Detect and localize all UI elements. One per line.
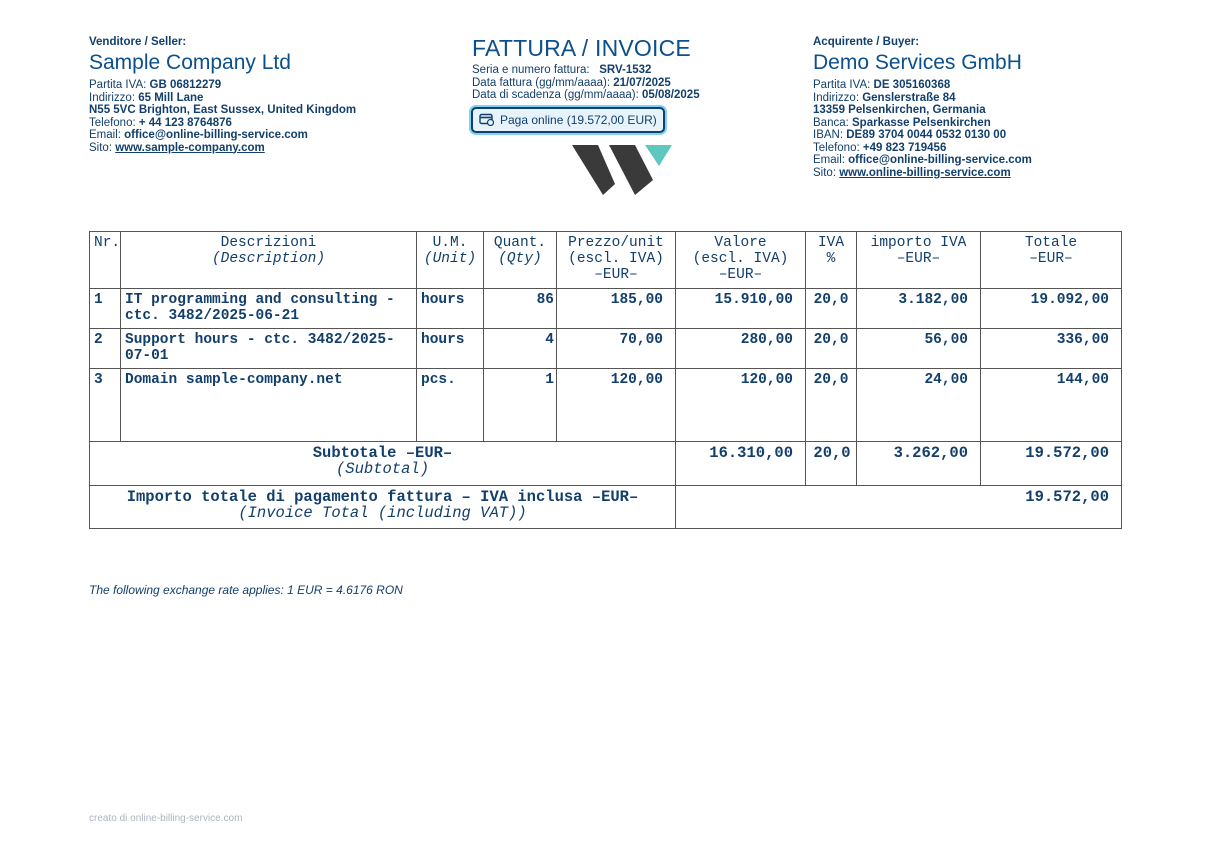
cell-unit: hours [417,289,484,329]
col-vat-amount [857,232,981,289]
col-unit-label: U.M. [432,235,468,251]
cell-value: 280,00 [676,329,806,369]
buyer-phone [813,142,1173,155]
invoice-title: FATTURA / INVOICE [472,35,691,61]
invoice-date-value: 21/07/2025 [613,76,671,89]
col-unit-en: (Unit) [423,251,477,267]
buyer-title: Acquirente / Buyer: [813,36,920,48]
invoice-items-table [89,231,1122,529]
col-nr [90,232,121,289]
col-nr-label: Nr. [94,235,121,251]
col-price-l1: Prezzo/unit [568,235,664,251]
cell-description: Domain sample-company.net [121,369,417,442]
cell-nr: 2 [90,329,121,369]
seller-address1: 65 Mill Lane [138,91,204,104]
seller-vat-value: GB 06812279 [149,79,222,91]
buyer-iban-label: IBAN: [813,129,847,141]
seller-site-label: Sito: [89,141,116,154]
grand-total-value: 19.572,00 [676,486,1122,529]
col-desc-label: Descrizioni [220,235,317,251]
col-desc-en: (Description) [211,251,326,267]
seller-vat [89,79,449,92]
cell-unit-price: 120,00 [557,369,676,442]
seller-address [89,92,449,105]
seller-email-value: office@online-billing-service.com [124,129,308,141]
cell-qty: 86 [484,289,557,329]
invoice-due-value: 05/08/2025 [642,89,700,101]
buyer-vat-value: DE 305160368 [873,79,951,91]
cell-value: 15.910,00 [676,289,806,329]
cell-unit: hours [417,329,484,369]
buyer-iban-value: DE89 3704 0044 0532 0130 00 [846,129,1007,141]
buyer-email-value: office@online-billing-service.com [848,154,1032,166]
buyer-site [813,167,1173,180]
invoice-series-value: SRV-1532 [599,64,652,76]
exchange-rate-note: The following exchange rate applies: 1 EUR = 4.6176 RON [89,583,403,597]
col-value-l1: Valore [714,235,767,251]
col-vatamt-l2: –EUR– [896,251,941,267]
col-value-l3: –EUR– [718,267,763,283]
table-row [90,329,1122,369]
col-total-l2: –EUR– [1029,251,1073,267]
grand-total-label: Importo totale di pagamento fattura – IVA inclusa –EUR– [126,488,639,506]
subtotal-label: Subtotale –EUR– [312,444,453,462]
company-logo [571,144,673,196]
col-value [676,232,806,289]
cell-unit: pcs. [417,369,484,442]
buyer-site-label: Sito: [813,166,840,179]
col-unit [417,232,484,289]
buyer-phone-label: Telefono: [813,141,863,154]
cell-nr: 1 [90,289,121,329]
card-pay-icon [479,113,494,126]
subtotal-label-cell [90,442,676,486]
subtotal-value: 16.310,00 [676,442,806,486]
invoice-date [472,77,772,90]
col-unit-price [557,232,676,289]
buyer-address-line2 [813,104,1173,117]
seller-phone [89,117,449,130]
cell-total: 144,00 [981,369,1122,442]
seller-address2: N55 5VC Brighton, East Sussex, United Kingdom [89,104,357,116]
seller-name: Sample Company Ltd [89,51,291,74]
buyer-email-label: Email: [813,154,849,166]
cell-unit-price: 70,00 [557,329,676,369]
grand-total-row [90,486,1122,529]
col-qty [484,232,557,289]
grand-total-label-cell [90,486,676,529]
cell-vat-rate: 20,0 [806,289,857,329]
buyer-bank-value: Sparkasse Pelsenkirchen [852,116,991,129]
table-row [90,369,1122,442]
cell-vat-rate: 20,0 [806,369,857,442]
col-qty-label: Quant. [493,235,547,251]
seller-phone-label: Telefono: [89,116,139,129]
seller-email-label: Email: [89,129,125,141]
buyer-address-label: Indirizzo: [813,91,863,104]
buyer-address [813,92,1173,105]
buyer-email [813,154,1173,167]
buyer-bank-label: Banca: [813,116,852,129]
cell-qty: 4 [484,329,557,369]
buyer-site-link[interactable]: www.online-billing-service.com [839,166,1011,179]
col-qty-en: (Qty) [498,251,542,267]
buyer-bank [813,117,1173,130]
invoice-due-label: Data di scadenza (gg/mm/aaaa): [472,89,643,101]
seller-block [89,36,449,154]
seller-address-line2 [89,104,449,117]
cell-vat-amount: 3.182,00 [857,289,981,329]
cell-value: 120,00 [676,369,806,442]
subtotal-row [90,442,1122,486]
col-total-l1: Totale [1024,235,1078,251]
buyer-block [813,36,1173,179]
invoice-header [472,34,772,133]
cell-description: IT programming and consulting - ctc. 3482/2025-06-21 [121,289,417,329]
col-iva-l1: IVA [817,235,845,251]
invoice-series [472,64,772,77]
buyer-name: Demo Services GmbH [813,51,1022,74]
subtotal-total: 19.572,00 [981,442,1122,486]
invoice-due [472,89,772,102]
cell-total: 336,00 [981,329,1122,369]
cell-vat-amount: 56,00 [857,329,981,369]
col-vatamt-l1: importo IVA [870,235,967,251]
seller-phone-value: + 44 123 8764876 [138,116,232,129]
seller-email [89,129,449,142]
table-row [90,289,1122,329]
col-iva-l2: % [826,251,836,267]
buyer-vat [813,79,1173,92]
cell-qty: 1 [484,369,557,442]
table-header-row [90,232,1122,289]
cell-vat-amount: 24,00 [857,369,981,442]
invoice-series-label: Seria e numero fattura: [472,64,590,76]
seller-site [89,142,449,155]
buyer-iban [813,129,1173,142]
col-price-l3: –EUR– [594,267,638,283]
buyer-address1: Genslerstraße 84 [862,91,956,104]
cell-vat-rate: 20,0 [806,329,857,369]
col-value-l2: (escl. IVA) [692,251,789,267]
buyer-address2: 13359 Pelsenkirchen, Germania [813,104,986,116]
seller-vat-label: Partita IVA: [89,79,150,91]
pay-online-button[interactable] [471,107,665,133]
grand-total-label-en: (Invoice Total (including VAT)) [238,504,527,522]
cell-description: Support hours - ctc. 3482/2025-07-01 [121,329,417,369]
subtotal-vat-rate: 20,0 [806,442,857,486]
buyer-phone-value: +49 823 719456 [862,141,947,154]
col-vat-rate [806,232,857,289]
col-description [121,232,417,289]
subtotal-label-en: (Subtotal) [335,460,429,478]
pay-online-label: Paga online (19.572,00 EUR) [500,112,657,127]
col-price-l2: (escl. IVA) [568,251,664,267]
subtotal-vat-amount: 3.262,00 [857,442,981,486]
buyer-vat-label: Partita IVA: [813,79,874,91]
seller-site-link[interactable]: www.sample-company.com [115,141,265,154]
cell-nr: 3 [90,369,121,442]
seller-title: Venditore / Seller: [89,36,187,48]
cell-unit-price: 185,00 [557,289,676,329]
seller-address-label: Indirizzo: [89,91,139,104]
invoice-date-label: Data fattura (gg/mm/aaaa): [472,76,614,89]
footer-credit: creato di online-billing-service.com [89,813,243,824]
cell-total: 19.092,00 [981,289,1122,329]
col-total [981,232,1122,289]
